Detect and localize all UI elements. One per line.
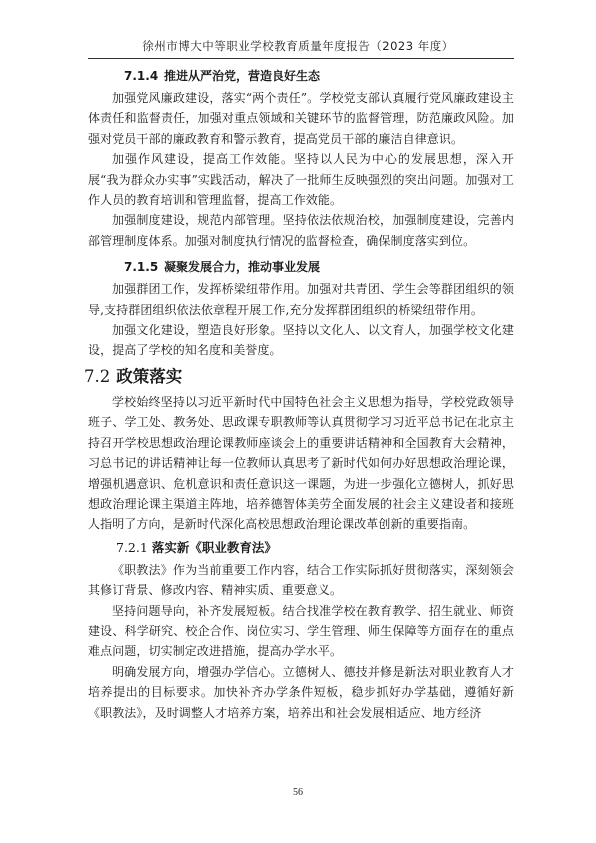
section-number: 7.2.1 <box>116 539 148 555</box>
paragraph: 坚持问题导向，补齐发展短板。结合找准学校在教育教学、招生就业、师资建设、科学研究、校企合作、岗位实习、学生管理、师生保障等方面存在的重点难点问题，切实制定改进措施，提高办学水平。 <box>88 603 514 659</box>
section-title: 推进从严治党，营造良好生态 <box>164 69 321 83</box>
paragraph: 加强制度建设，规范内部管理。坚持依法依规治校，加强制度建设，完善内部管理制度体系。加强对制度执行情况的监督检查，确保制度落实到位。 <box>88 213 514 248</box>
section-heading-7-2-1 <box>88 538 514 558</box>
paragraph: 加强作风建设，提高工作效能。坚持以人民为中心的发展思想，深入开展“我为群众办实事”实践活动，解决了一批师生反映强烈的突出问题。加强对工作人员的教育培训和管理监督，提高工作效能。 <box>88 152 514 208</box>
paragraph: 加强群团工作，发挥桥梁纽带作用。加强对共青团、学生会等群团组织的领导,支持群团组织依法依章程开展工作,充分发挥群团组织的桥梁纽带作用。 <box>88 282 514 317</box>
section-title: 凝聚发展合力，推动事业发展 <box>164 260 321 275</box>
section-heading-7-1-4 <box>88 67 514 85</box>
paragraph: 加强文化建设，塑造良好形象。坚持以文化人、以文育人，加强学校文化建设，提高了学校的知名度和美誉度。 <box>88 323 514 358</box>
paragraph: 加强党风廉政建设，落实“两个责任”。学校党支部认真履行党风廉政建设主体责任和监督责任，加强对重点领域和关键环节的监督管理，防范廉政风险。加强对党员干部的廉政教育和警示教育，提高党员干部的廉洁自律意识。 <box>88 91 514 146</box>
page-body <box>84 60 514 723</box>
section-title: 落实新《职业教育法》 <box>151 539 277 555</box>
section-number: 7.1.4 <box>124 69 159 83</box>
paragraph: 明确发展方向，增强办学信心。立德树人、德技并修是新法对职业教育人才培养提出的目标要求。加快补齐办学条件短板，稳步抓好办学基础，遵循好新《职教法》，及时调整人才培养方案，培养出和社会发展相适应、地方经济 <box>88 664 514 720</box>
page-number: 56 <box>293 787 303 798</box>
section-heading-7-2 <box>84 366 514 388</box>
paragraph: 《职教法》作为当前重要工作内容，结合工作实际抓好贯彻落实，深刻领会其修订背景、修改内容、精神实质、重要意义。 <box>88 562 514 598</box>
header-divider <box>88 58 514 59</box>
section-number: 7.2 <box>84 366 111 386</box>
section-number: 7.1.5 <box>124 260 159 275</box>
paragraph: 学校始终坚持以习近平新时代中国特色社会主义思想为指导，学校党政领导班子、学工处、教务处、思政课专职教师等认真贯彻学习习近平总书记在北京主持召开学校思想政治理论课教师座谈会上的重要讲话精神和全国教育大会精神，习总书记的讲话精神让每一位教师认真思考了新时代如何办好思想政治理论课，增强机遇意识、危机意识和责任意识这一课题，为进一步强化立德树人，抓好思想政治理论课主渠道主阵地，培养德智体美劳全面发展的社会主义建设者和接班人指明了方向，是新时代深化高校思想政治理论课改革创新的重要指南。 <box>88 394 514 532</box>
section-heading-7-1-5 <box>88 258 514 276</box>
page-header: 徐州市博大中等职业学校教育质量年度报告（2023 年度） <box>142 39 454 53</box>
section-title: 政策落实 <box>116 366 183 386</box>
